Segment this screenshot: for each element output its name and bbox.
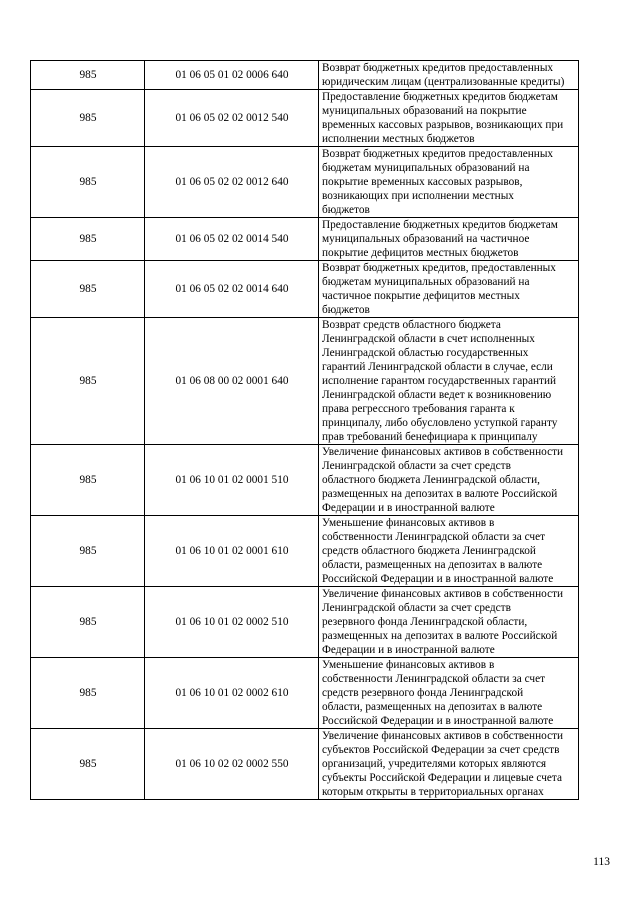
table-row <box>31 61 579 90</box>
admin-code-cell: 985 <box>31 658 145 729</box>
source-name-cell <box>319 445 579 516</box>
source-name-line: Федерации и в иностранной валюте <box>322 644 495 656</box>
source-name-line: покрытие дефицитов местных бюджетов <box>322 247 519 259</box>
source-name-line: принципалу, либо обусловлено уступкой гаранту <box>322 417 558 429</box>
budget-classification-code-cell: 01 06 05 02 02 0012 640 <box>145 147 319 218</box>
source-name-line: муниципальных образований на покрытие <box>322 105 527 117</box>
source-name-cell <box>319 318 579 445</box>
source-name-line: Российской Федерации и в иностранной валюте <box>322 573 554 585</box>
source-name-line: области, размещенных на депозитах в валюте <box>322 701 543 713</box>
table-row <box>31 90 579 147</box>
source-name-cell <box>319 218 579 261</box>
source-name-cell <box>319 261 579 318</box>
source-name-line: Ленинградской области за счет средств <box>322 602 511 614</box>
source-name-line: временных кассовых разрывов, возникающих при <box>322 119 564 131</box>
source-name-line: Возврат бюджетных кредитов предоставленных <box>322 62 554 74</box>
source-name-line: Возврат средств областного бюджета <box>322 319 501 331</box>
admin-code-cell: 985 <box>31 261 145 318</box>
source-name-line: собственности Ленинградской области за счет <box>322 673 546 685</box>
source-name-cell <box>319 516 579 587</box>
admin-code-cell: 985 <box>31 516 145 587</box>
source-name-line: средств областного бюджета Ленинградской <box>322 545 536 557</box>
admin-code-cell: 985 <box>31 147 145 218</box>
source-name-line: бюджетам муниципальных образований на <box>322 162 530 174</box>
budget-classification-code-cell: 01 06 10 02 02 0002 550 <box>145 729 319 800</box>
source-name-line: исполнение гарантом государственных гарантий <box>322 375 557 387</box>
budget-classification-code-cell: 01 06 10 01 02 0001 510 <box>145 445 319 516</box>
source-name-line: Российской Федерации и в иностранной валюте <box>322 715 554 727</box>
source-name-line: области, размещенных на депозитах в валюте <box>322 559 543 571</box>
table-row <box>31 147 579 218</box>
source-name-cell <box>319 61 579 90</box>
source-name-cell <box>319 658 579 729</box>
source-name-line: возникающих при исполнении местных <box>322 190 514 202</box>
source-name-line: которым открыты в территориальных органах <box>322 786 544 798</box>
table-row <box>31 218 579 261</box>
budget-classification-code-cell: 01 06 08 00 02 0001 640 <box>145 318 319 445</box>
source-name-line: размещенных на депозитах в валюте Российской <box>322 630 558 642</box>
source-name-line: средств резервного фонда Ленинградской <box>322 687 524 699</box>
budget-codes-table <box>30 60 579 800</box>
source-name-line: областного бюджета Ленинградской области, <box>322 474 540 486</box>
source-name-line: субъекты Российской Федерации и лицевые счета <box>322 772 562 784</box>
source-name-line: Возврат бюджетных кредитов предоставленных <box>322 148 554 160</box>
source-name-line: Возврат бюджетных кредитов, предоставленных <box>322 262 556 274</box>
source-name-line: Предоставление бюджетных кредитов бюджетам <box>322 91 558 103</box>
source-name-line: частичное покрытие дефицитов местных <box>322 290 520 302</box>
source-name-line: размещенных на депозитах в валюте Российской <box>322 488 558 500</box>
table-row <box>31 658 579 729</box>
table-row <box>31 261 579 318</box>
table-row <box>31 587 579 658</box>
source-name-line: Ленинградской области в счет исполненных <box>322 333 535 345</box>
source-name-line: собственности Ленинградской области за счет <box>322 531 546 543</box>
budget-classification-code-cell: 01 06 05 01 02 0006 640 <box>145 61 319 90</box>
admin-code-cell: 985 <box>31 729 145 800</box>
source-name-line: субъектов Российской Федерации за счет средств <box>322 744 560 756</box>
source-name-line: Ленинградской области за счет средств <box>322 460 511 472</box>
source-name-line: Увеличение финансовых активов в собственности <box>322 446 564 458</box>
source-name-line: Увеличение финансовых активов в собственности <box>322 588 564 600</box>
budget-classification-code-cell: 01 06 05 02 02 0012 540 <box>145 90 319 147</box>
source-name-line: прав требований бенефициара к принципалу <box>322 431 538 443</box>
source-name-line: организаций, учредителями которых являются <box>322 758 547 770</box>
admin-code-cell: 985 <box>31 445 145 516</box>
source-name-line: Федерации и в иностранной валюте <box>322 502 495 514</box>
budget-classification-code-cell: 01 06 10 01 02 0002 510 <box>145 587 319 658</box>
source-name-line: юридическим лицам (централизованные кредиты) <box>322 76 565 88</box>
source-name-line: Ленинградской областью государственных <box>322 347 529 359</box>
budget-classification-code-cell: 01 06 05 02 02 0014 640 <box>145 261 319 318</box>
budget-classification-code-cell: 01 06 10 01 02 0002 610 <box>145 658 319 729</box>
source-name-line: муниципальных образований на частичное <box>322 233 530 245</box>
budget-classification-code-cell: 01 06 05 02 02 0014 540 <box>145 218 319 261</box>
source-name-line: Уменьшение финансовых активов в <box>322 517 495 529</box>
table-row <box>31 318 579 445</box>
source-name-line: исполнении местных бюджетов <box>322 133 475 145</box>
admin-code-cell: 985 <box>31 61 145 90</box>
admin-code-cell: 985 <box>31 587 145 658</box>
table-row <box>31 516 579 587</box>
source-name-line: гарантий Ленинградской области в случае, если <box>322 361 553 373</box>
admin-code-cell: 985 <box>31 218 145 261</box>
source-name-line: Уменьшение финансовых активов в <box>322 659 495 671</box>
source-name-line: Предоставление бюджетных кредитов бюджетам <box>322 219 558 231</box>
source-name-line: резервного фонда Ленинградской области, <box>322 616 528 628</box>
source-name-line: Ленинградской области ведет к возникновению <box>322 389 552 401</box>
admin-code-cell: 985 <box>31 318 145 445</box>
budget-classification-code-cell: 01 06 10 01 02 0001 610 <box>145 516 319 587</box>
table-row <box>31 729 579 800</box>
source-name-line: бюджетов <box>322 204 370 216</box>
source-name-line: бюджетам муниципальных образований на <box>322 276 530 288</box>
source-name-cell <box>319 147 579 218</box>
source-name-cell <box>319 90 579 147</box>
table-row <box>31 445 579 516</box>
source-name-cell <box>319 587 579 658</box>
admin-code-cell: 985 <box>31 90 145 147</box>
source-name-line: покрытие временных кассовых разрывов, <box>322 176 523 188</box>
source-name-line: Увеличение финансовых активов в собственности <box>322 730 564 742</box>
source-name-cell <box>319 729 579 800</box>
page-number: 113 <box>593 856 610 868</box>
source-name-line: бюджетов <box>322 304 370 316</box>
source-name-line: права регрессного требования гаранта к <box>322 403 515 415</box>
